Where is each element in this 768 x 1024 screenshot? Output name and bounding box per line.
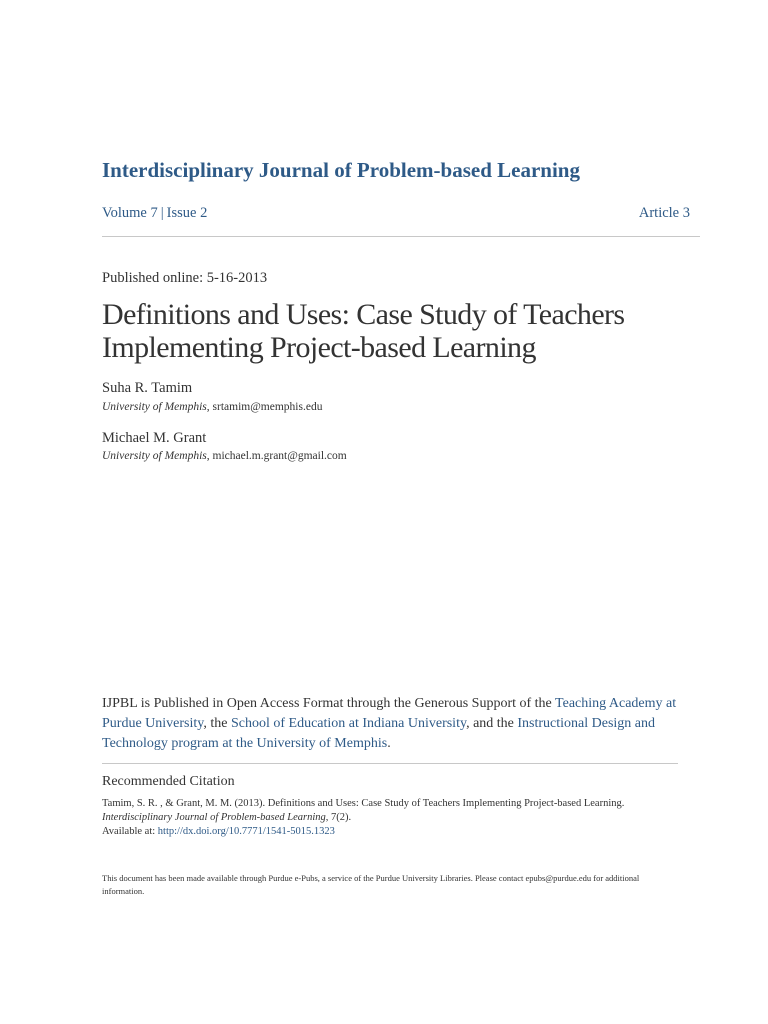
citation-journal-rest: , 7(2). [325,812,352,823]
indiana-school-of-education-link[interactable]: School of Education at Indiana University [230,716,467,731]
author-institution: University of Memphis [102,450,207,462]
footer-note: This document has been made available through Purdue e-Pubs, a service of the Purdue University Libraries. Please contact epubs@purdue.edu for additional information. [102,873,640,896]
recommended-citation-heading: Recommended Citation [102,774,235,789]
article-link[interactable]: Article 3 [638,205,690,221]
published-date: Published online: 5-16-2013 [102,270,268,286]
citation-text [102,797,692,839]
volume-issue [102,205,207,222]
memphis-idt-program-link[interactable]: Instructional Design and Technology program at the University of Memphis [102,716,656,751]
citation-divider [102,763,678,764]
citation-line-2 [102,811,692,825]
support-mid-1: , the [203,716,231,731]
article-title: Definitions and Uses: Case Study of Teachers Implementing Project-based Learning [102,298,625,364]
author-affiliation [102,450,347,462]
support-mid-2: , and the [466,716,518,731]
teaching-academy-link[interactable]: Teaching Academy at Purdue University [102,696,677,731]
author-affiliation [102,401,322,413]
volume-issue-separator: | [160,205,164,221]
support-prefix: IJPBL is Published in Open Access Format through the Generous Support of the [102,696,556,711]
author-name: Suha R. Tamim [102,380,193,396]
citation-journal: Interdisciplinary Journal of Problem-based Learning [102,812,326,823]
citation-line-3 [102,825,692,839]
author-institution: University of Memphis [102,401,207,413]
author-email: , michael.m.grant@gmail.com [206,450,347,462]
issue-link[interactable]: Issue 2 [166,205,208,221]
journal-title[interactable]: Interdisciplinary Journal of Problem-based Learning [102,158,580,182]
support-suffix: . [387,736,391,751]
author-name: Michael M. Grant [102,430,207,446]
author-email: , srtamim@memphis.edu [206,401,323,413]
volume-link[interactable]: Volume 7 [102,205,158,221]
citation-line-1: Tamim, S. R. , & Grant, M. M. (2013). Definitions and Uses: Case Study of Teachers Implementing Project-based Learning. [102,798,625,809]
header-divider [102,236,700,237]
doi-link[interactable]: http://dx.doi.org/10.7771/1541-5015.1323 [157,826,335,837]
available-at-label: Available at: [102,826,158,837]
open-access-support-statement [102,694,682,754]
